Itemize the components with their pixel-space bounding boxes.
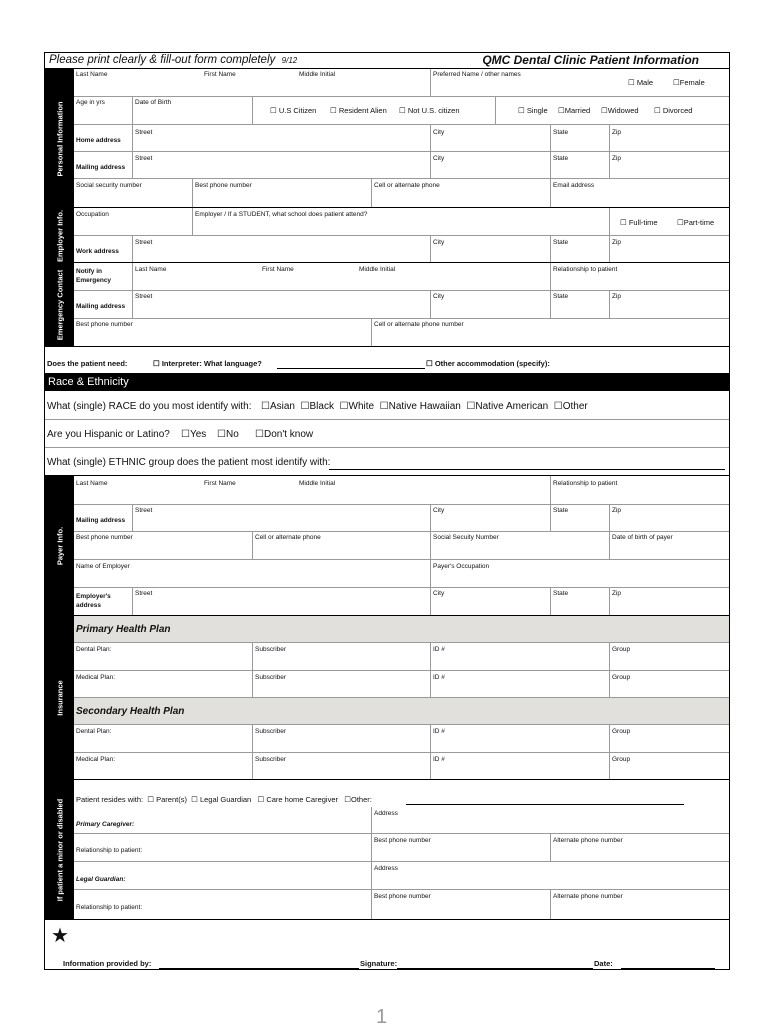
signature-row bbox=[45, 919, 729, 969]
subscriber-label: Subscriber bbox=[255, 674, 287, 681]
resides-other[interactable]: ☐Other: bbox=[344, 795, 372, 804]
cell-phone-label: Cell or alternate phone number bbox=[374, 321, 464, 328]
other-accommodation-checkbox[interactable]: ☐ Other accommodation (specify): bbox=[426, 359, 550, 368]
resides-parent[interactable]: ☐ Parent(s) bbox=[147, 795, 187, 804]
section-employer-label: Employer Info. bbox=[45, 208, 74, 263]
best-phone-label: Best phone number bbox=[374, 893, 431, 900]
mailing-address-label: Mailing address bbox=[76, 517, 126, 524]
full-time-checkbox[interactable]: ☐ Full-time bbox=[620, 218, 658, 227]
part-time-checkbox[interactable]: ☐Part-time bbox=[677, 218, 715, 227]
date-line[interactable] bbox=[621, 968, 715, 969]
relationship-label: Relationship to patient bbox=[553, 480, 618, 487]
section-minor-label: If patient a minor or disabled bbox=[45, 780, 74, 920]
address-label: Address bbox=[374, 810, 398, 817]
primary-caregiver-label: Primary Caregiver: bbox=[76, 821, 135, 828]
row-home-address bbox=[74, 125, 729, 152]
resides-guardian[interactable]: ☐ Legal Guardian bbox=[191, 795, 252, 804]
race-option-white[interactable]: ☐White bbox=[339, 401, 375, 412]
hispanic-no[interactable]: ☐No bbox=[217, 429, 239, 440]
employer-name-label: Name of Employer bbox=[76, 563, 130, 570]
payer-name-row bbox=[74, 476, 729, 505]
legal-guardian-label: Legal Guardian: bbox=[76, 876, 126, 883]
female-checkbox[interactable]: ☐Female bbox=[673, 78, 705, 87]
race-ethnicity-bar: Race & Ethnicity bbox=[45, 373, 729, 391]
hispanic-yes[interactable]: ☐Yes bbox=[181, 429, 207, 440]
race-question-row bbox=[45, 391, 729, 420]
provided-by-line[interactable] bbox=[159, 968, 359, 969]
city-label: City bbox=[433, 507, 445, 514]
race-option-hawaiian[interactable]: ☐Native Hawaiian bbox=[379, 401, 461, 412]
form-title: QMC Dental Clinic Patient Information bbox=[482, 53, 699, 67]
resides-caregiver[interactable]: ☐ Care home Caregiver bbox=[257, 795, 339, 804]
email-label: Email address bbox=[553, 182, 595, 189]
state-label: State bbox=[553, 155, 569, 162]
patient-form bbox=[44, 52, 730, 970]
city-label: City bbox=[433, 155, 445, 162]
relationship-label: Relationship to patient: bbox=[76, 847, 143, 854]
payer-mailing-row bbox=[74, 505, 729, 532]
us-citizen-checkbox[interactable]: ☐ U.S Citizen bbox=[270, 106, 317, 115]
star-icon: ★ bbox=[51, 925, 69, 947]
primary-plan-heading: Primary Health Plan bbox=[76, 624, 171, 635]
notify-emergency-label: Notify in Emergency bbox=[76, 268, 112, 284]
employer-address-label: Employer's address bbox=[76, 593, 111, 609]
hispanic-dont-know[interactable]: ☐Don't know bbox=[255, 429, 314, 440]
row-occupation bbox=[74, 208, 729, 236]
city-label: City bbox=[433, 590, 445, 597]
id-label: ID # bbox=[433, 674, 445, 681]
dental-plan-label: Dental Plan: bbox=[76, 728, 112, 735]
group-label: Group bbox=[612, 674, 631, 681]
payer-employer-address-row bbox=[74, 588, 729, 616]
primary-dental-row bbox=[74, 643, 729, 671]
alt-phone-label: Alternate phone number bbox=[553, 893, 623, 900]
caregiver-relationship-row bbox=[74, 834, 729, 862]
race-option-black[interactable]: ☐Black bbox=[300, 401, 334, 412]
ssn-label: Social security number bbox=[76, 182, 142, 189]
id-label: ID # bbox=[433, 646, 445, 653]
legal-guardian-row bbox=[74, 862, 729, 890]
dob-label: Date of Birth bbox=[135, 99, 172, 106]
section-insurance-label: Insurance bbox=[45, 616, 74, 780]
secondary-plan-row bbox=[74, 698, 729, 725]
subscriber-label: Subscriber bbox=[255, 646, 287, 653]
form-instruction: Please print clearly & fill-out form completely 9/12 bbox=[49, 54, 298, 66]
other-line[interactable] bbox=[406, 804, 684, 805]
best-phone-label: Best phone number bbox=[195, 182, 252, 189]
resides-label: Patient resides with: ☐ Parent(s) ☐ Legal Guardian ☐ Care home Caregiver ☐Other: bbox=[76, 795, 372, 804]
subscriber-label: Subscriber bbox=[255, 756, 287, 763]
city-label: City bbox=[433, 239, 445, 246]
not-citizen-checkbox[interactable]: ☐ Not U.S. citizen bbox=[399, 106, 460, 115]
resides-row bbox=[74, 780, 729, 807]
middle-initial-label: Middle Initial bbox=[299, 480, 336, 487]
best-phone-label: Best phone number bbox=[374, 837, 431, 844]
row-needs bbox=[45, 347, 729, 373]
id-label: ID # bbox=[433, 756, 445, 763]
secondary-dental-row bbox=[74, 725, 729, 753]
interpreter-checkbox[interactable]: ☐ Interpreter: What language? bbox=[153, 359, 262, 368]
ethnic-row bbox=[45, 448, 729, 476]
section-payer-label: Payer Info. bbox=[45, 476, 74, 616]
needs-label: Does the patient need: bbox=[47, 359, 128, 368]
zip-label: Zip bbox=[612, 293, 622, 300]
mailing-address-label: Mailing address bbox=[76, 164, 126, 171]
primary-medical-row bbox=[74, 671, 729, 698]
medical-plan-label: Medical Plan: bbox=[76, 756, 116, 763]
payer-ssn-label: Social Secuity Number bbox=[433, 534, 499, 541]
race-option-asian[interactable]: ☐Asian bbox=[261, 401, 295, 412]
hispanic-row bbox=[45, 420, 729, 448]
page-number: 1 bbox=[376, 1006, 388, 1024]
primary-plan-row bbox=[74, 616, 729, 643]
address-label: Address bbox=[374, 865, 398, 872]
payer-occupation-label: Payer's Occupation bbox=[433, 563, 490, 570]
work-address-label: Work address bbox=[76, 248, 119, 255]
secondary-medical-row bbox=[74, 753, 729, 780]
dental-plan-label: Dental Plan: bbox=[76, 646, 112, 653]
race-option-native-american[interactable]: ☐Native American bbox=[466, 401, 549, 412]
state-label: State bbox=[553, 507, 569, 514]
state-label: State bbox=[553, 590, 569, 597]
zip-label: Zip bbox=[612, 155, 622, 162]
cell-phone-label: Cell or alternate phone bbox=[255, 534, 321, 541]
guardian-relationship-row bbox=[74, 890, 729, 920]
row-mailing-address bbox=[74, 152, 729, 179]
section-emergency-label: Emergency Contact bbox=[45, 263, 74, 347]
resident-alien-checkbox[interactable]: ☐ Resident Alien bbox=[330, 106, 387, 115]
alt-phone-label: Alternate phone number bbox=[553, 837, 623, 844]
city-label: City bbox=[433, 293, 445, 300]
best-phone-label: Best phone number bbox=[76, 321, 133, 328]
middle-initial-label: Middle Initial bbox=[359, 266, 396, 273]
divorced-checkbox[interactable]: ☐ Divorced bbox=[654, 106, 693, 115]
street-label: Street bbox=[135, 129, 153, 136]
city-label: City bbox=[433, 129, 445, 136]
zip-label: Zip bbox=[612, 507, 622, 514]
zip-label: Zip bbox=[612, 129, 622, 136]
race-question: What (single) RACE do you most identify with: bbox=[47, 401, 252, 412]
first-name-label: First Name bbox=[262, 266, 294, 273]
last-name-label: Last Name bbox=[135, 266, 167, 273]
payer-phone-row bbox=[74, 532, 729, 560]
state-label: State bbox=[553, 239, 569, 246]
row-emergency-phone bbox=[74, 319, 729, 347]
mailing-address-label: Mailing address bbox=[76, 303, 126, 310]
primary-caregiver-row bbox=[74, 807, 729, 834]
male-checkbox[interactable]: ☐ Male bbox=[628, 78, 654, 87]
best-phone-label: Best phone number bbox=[76, 534, 133, 541]
last-name-label: Last Name bbox=[76, 480, 108, 487]
date-label: Date: bbox=[594, 959, 613, 968]
section-personal-label: Personal Information bbox=[45, 69, 74, 208]
signature-line[interactable] bbox=[397, 968, 593, 969]
row-notify bbox=[74, 263, 729, 291]
state-label: State bbox=[553, 293, 569, 300]
cell-phone-label: Cell or alternate phone bbox=[374, 182, 440, 189]
subscriber-label: Subscriber bbox=[255, 728, 287, 735]
street-label: Street bbox=[135, 293, 153, 300]
street-label: Street bbox=[135, 590, 153, 597]
language-line[interactable] bbox=[277, 368, 425, 369]
street-label: Street bbox=[135, 507, 153, 514]
row-emergency-mailing bbox=[74, 291, 729, 319]
street-label: Street bbox=[135, 155, 153, 162]
employer-school-label: Employer / If a STUDENT, what school does patient attend? bbox=[195, 211, 368, 218]
provided-by-label: Information provided by: bbox=[63, 959, 152, 968]
state-label: State bbox=[553, 129, 569, 136]
occupation-label: Occupation bbox=[76, 211, 109, 218]
signature-label: Signature: bbox=[360, 959, 398, 968]
home-address-label: Home address bbox=[76, 137, 121, 144]
relationship-label: Relationship to patient bbox=[553, 266, 618, 273]
payer-dob-label: Date of birth of payer bbox=[612, 534, 673, 541]
group-label: Group bbox=[612, 646, 631, 653]
row-work-address bbox=[74, 236, 729, 263]
street-label: Street bbox=[135, 239, 153, 246]
row-contact bbox=[74, 179, 729, 208]
ethnic-question: What (single) ETHNIC group does the patient most identify with: bbox=[47, 457, 331, 468]
race-options[interactable] bbox=[261, 401, 588, 412]
zip-label: Zip bbox=[612, 239, 622, 246]
group-label: Group bbox=[612, 728, 631, 735]
widowed-checkbox[interactable]: ☐Widowed bbox=[601, 106, 639, 115]
zip-label: Zip bbox=[612, 590, 622, 597]
medical-plan-label: Medical Plan: bbox=[76, 674, 116, 681]
single-checkbox[interactable]: ☐ Single bbox=[518, 106, 548, 115]
form-version: 9/12 bbox=[281, 56, 298, 65]
row-name bbox=[74, 69, 729, 97]
married-checkbox[interactable]: ☐Married bbox=[558, 106, 591, 115]
row-age bbox=[74, 97, 729, 125]
group-label: Group bbox=[612, 756, 631, 763]
last-name-label: Last Name bbox=[76, 71, 108, 78]
age-label: Age in yrs bbox=[76, 99, 105, 106]
preferred-name-label: Preferred Name / other names bbox=[433, 71, 521, 78]
race-option-other[interactable]: ☐Other bbox=[553, 401, 588, 412]
id-label: ID # bbox=[433, 728, 445, 735]
relationship-label: Relationship to patient: bbox=[76, 904, 143, 911]
form-header bbox=[45, 53, 729, 69]
middle-initial-label: Middle Initial bbox=[299, 71, 336, 78]
first-name-label: First Name bbox=[204, 480, 236, 487]
payer-employer-row bbox=[74, 560, 729, 588]
ethnic-line[interactable] bbox=[329, 469, 725, 470]
first-name-label: First Name bbox=[204, 71, 236, 78]
hispanic-question: Are you Hispanic or Latino? bbox=[47, 429, 170, 440]
secondary-plan-heading: Secondary Health Plan bbox=[76, 706, 185, 717]
